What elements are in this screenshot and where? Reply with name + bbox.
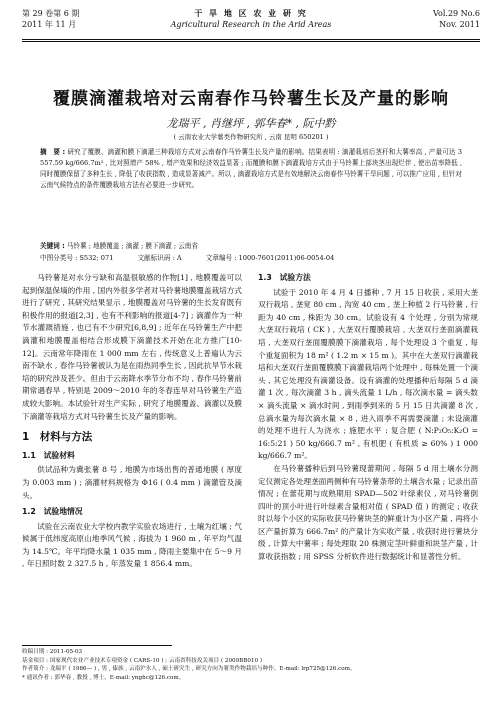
affiliation: ( 云南农业大学薯类作物研究所 , 云南 昆明 650201 ) xyxy=(173,133,329,141)
footnote-rule xyxy=(22,645,172,646)
methods-paragraph-2: 在马铃薯播种后到马铃薯现蕾期间 , 每隔 5 d 用土壤水分测定仪测定各处理垄面两侧种有马铃薯条带的土壤含水量 ; 记录出苗情况 ; 在蕾花期与成熟期用 SPAD—502 叶绿素仪 , 对马铃薯倒四叶的顶小叶进行叶绿素含量相对值 ( SPAD 值 ) 的测定 ; 收获时以每个小区的实际收获马铃薯块茎的鲜重计为小区产量 , 再将小区产量折算为 666.7m² 的产量计为实收产量 , 收获时进行薯块分级 , 计算大中薯率 ; 每处理取 20 株测定茎叶鲜重和块茎产量 , 计算收获指数 ; 用 SPSS 分析软件进行数据统计和显著性分析。 xyxy=(258,463,479,562)
fund-info: 基金项目 : 国家现代农业产业技术专项资金 ( CARS-10 ) ; 云南省科技攻关项目 ( 2009BB010 ) xyxy=(22,657,263,664)
paper-title: 覆膜滴灌栽培对云南春作马铃薯生长及产量的影响 xyxy=(53,89,449,109)
clc-number: 中图分类号 : S532; 071 xyxy=(40,254,114,262)
authors: 龙瑞平 , 肖继坪 , 郭华春* , 阮中黔 xyxy=(166,117,336,130)
received-date: 收稿日期 : 2011-05-03 xyxy=(22,649,83,655)
section-heading-materials: 1 材料与方法 xyxy=(22,431,93,444)
abstract-text: 研究了覆膜、滴灌和膜下滴灌三种栽培方式对云南春作马铃薯生长及产量的影响。结果表明 : 滴灌栽培后茎秆和大薯率高 , 产量可达 3 557.59 kg/666.7m² , 比对照增产 58% , 增产效果和经济效益显著 ; 而覆膜和膜下滴灌栽培方式由于马铃薯上部块茎出现烂伴 , 使出苗率降低 , 同时覆膜保留了多种生长 , 降低了收获指数 , 造成显著减产。所以 , 滴灌栽培方式是有效地解决云南春作马铃薯干旱问题 , 可以推广应用 , 但针对云南气候特点的条件覆膜栽培方法有必要进一步研究。 xyxy=(40,148,462,189)
date-cn: 2011 年 11 月 xyxy=(22,20,77,29)
footnote xyxy=(22,648,480,682)
header-center xyxy=(22,8,480,30)
running-header xyxy=(22,6,480,40)
volume-en: Vol.29 No.6 xyxy=(433,9,480,18)
author-bio: 作者简介 : 龙瑞平 ( 1986— ) , 男 , 傣族 , 云南沪水人 , 硕士研究生 , 研究方向为薯类作物栽培与种作。E-mail: lrp725@126.com。 xyxy=(22,666,356,673)
keywords-text: 马铃薯 ; 地膜覆盖 ; 滴灌 ; 膜下滴灌 ; 云南省 xyxy=(66,242,198,250)
abstract-label: 摘 要 : xyxy=(40,148,66,156)
article-number: 文章编号 : 1000-7601(2011)06-0054-04 xyxy=(205,254,335,262)
methods-paragraph-1: 试验于 2010 年 4 月 4 日播种 , 7 月 15 日收获 , 采用大垄双行栽培 , 垄宽 80 cm , 沟宽 40 cm , 垄上种植 2 行马铃薯 , 行距为 40 cm , 株距为 30 cm。试验设有 4 个处理 , 分别为常规大垄双行栽培 ( CK ) , 大垄双行覆膜栽培 , 大垄双行垄面滴灌栽培 , 大垄双行垄面覆膜膜下滴灌栽培 , 每个处理设 3 个重复 , 每个重复面积为 18 m² ( 1.2 m × 15 m )。其中在大垄双行滴灌栽培和大垄双行垄面覆膜膜下滴灌栽培两个处理中 , 每株处置一个滴头 , 其它处理没有滴灌设备。设有滴灌的处理播种后每隔 5 d 滴灌 1 次 , 每次滴灌 3 h , 滴头流量 1 L/h , 每次滴水量 = 滴头数 × 滴头流量 × 滴水时间 , 到雨季到来的 5 月 15 日共滴灌 8 次 , 总滴水量为每次滴水量 × 8 , 进入雨季不再需要滴灌 ; 未设滴灌的处理不进行人为浇水 ; 施肥水平 : 复合肥 ( N:P₂O₅:K₂O = 16:5:21 ) 50 kg/666.7 m² , 有机肥 ( 有机质 ≥ 60% ) 1 000 kg/666.7 m²。 xyxy=(258,287,478,461)
date-en: Nov. 2011 xyxy=(439,20,480,29)
abstract xyxy=(40,147,462,191)
corresponding-author: * 通讯作者 : 郭华春 , 教授 , 博士。E-mail: ynghc@126.com。 xyxy=(22,674,185,681)
materials-paragraph: 供试品种为冀张薯 8 号 , 地膜为市场出售的普通地膜 ( 厚度为 0.003 mm ) ; 滴灌材料规格为 Φ16 ( 0.4 mm ) 滴灌管及滴头。 xyxy=(22,465,242,500)
subsection-heading-methods: 1.3 试验方法 xyxy=(258,273,311,282)
header-rule-bottom xyxy=(22,41,480,42)
right-column xyxy=(258,272,478,564)
subsection-heading-materials: 1.1 试验材料 xyxy=(22,450,75,460)
keywords xyxy=(40,241,462,252)
journal-cn: 干 旱 地 区 农 业 研 究 xyxy=(194,8,308,18)
classification-line xyxy=(40,253,462,264)
keywords-label: 关键词 : xyxy=(40,242,65,250)
site-paragraph: 试验在云南农业大学校内教学实验农场进行 , 土壤为红壤 ; 气候属于低纬度高原山地季风气候 , 海拔为 1 960 m , 年平均气温为 14.5℃。年平均降水量 1 035 mm , 降雨主要集中在 5～9 月 , 年日照时数 2 327.5 h , 年蒸发量 1 856.4 mm。 xyxy=(22,521,242,569)
left-column xyxy=(22,272,242,571)
subsection-heading-site: 1.2 试验地情况 xyxy=(22,507,83,517)
header-rule-top xyxy=(22,39,480,40)
volume-cn: 第 29 卷第 6 期 xyxy=(22,9,80,18)
intro-paragraph: 马铃薯是对水分亏缺和高温很敏感的作物[1] , 地膜覆盖可以起到保温保墒的作用 , 国内外很多学者对马铃薯地膜覆盖栽培方式进行了研究 , 其研究结果显示 , 地膜覆盖对马铃薯的生长发育既有积极作用的报道[2,3] , 也有不利影响的报道[4-7] ; 滴灌作为一种节水灌溉措施 , 也已有不少研究[6,8,9] ; 近年在马铃薯生产中把滴灌和地膜覆盖相结合形成膜下滴灌技术开始在北方推广[10-12]。云南常年降雨在 1 000 mm 左右 , 传统意义上普遍认为云南不缺水 , 春作马铃薯被认为是在雨热同季生长 , 因此抗旱节水栽培的研究涉及甚少。但由于云南降水季节分布不均 , 春作马铃薯前期常遇春旱 , 特别是 2009～2010 年的冬春连旱对马铃薯生产造成较大影响。本试验针对生产实际 , 研究了地膜覆盖、滴灌以及膜下滴灌等栽培方式对马铃薯生长及产量的影响。 xyxy=(22,273,242,421)
journal-en: Agricultural Research in the Arid Areas xyxy=(170,20,332,29)
header-right xyxy=(433,8,480,30)
document-code: 文献标识码 : A xyxy=(137,254,182,262)
